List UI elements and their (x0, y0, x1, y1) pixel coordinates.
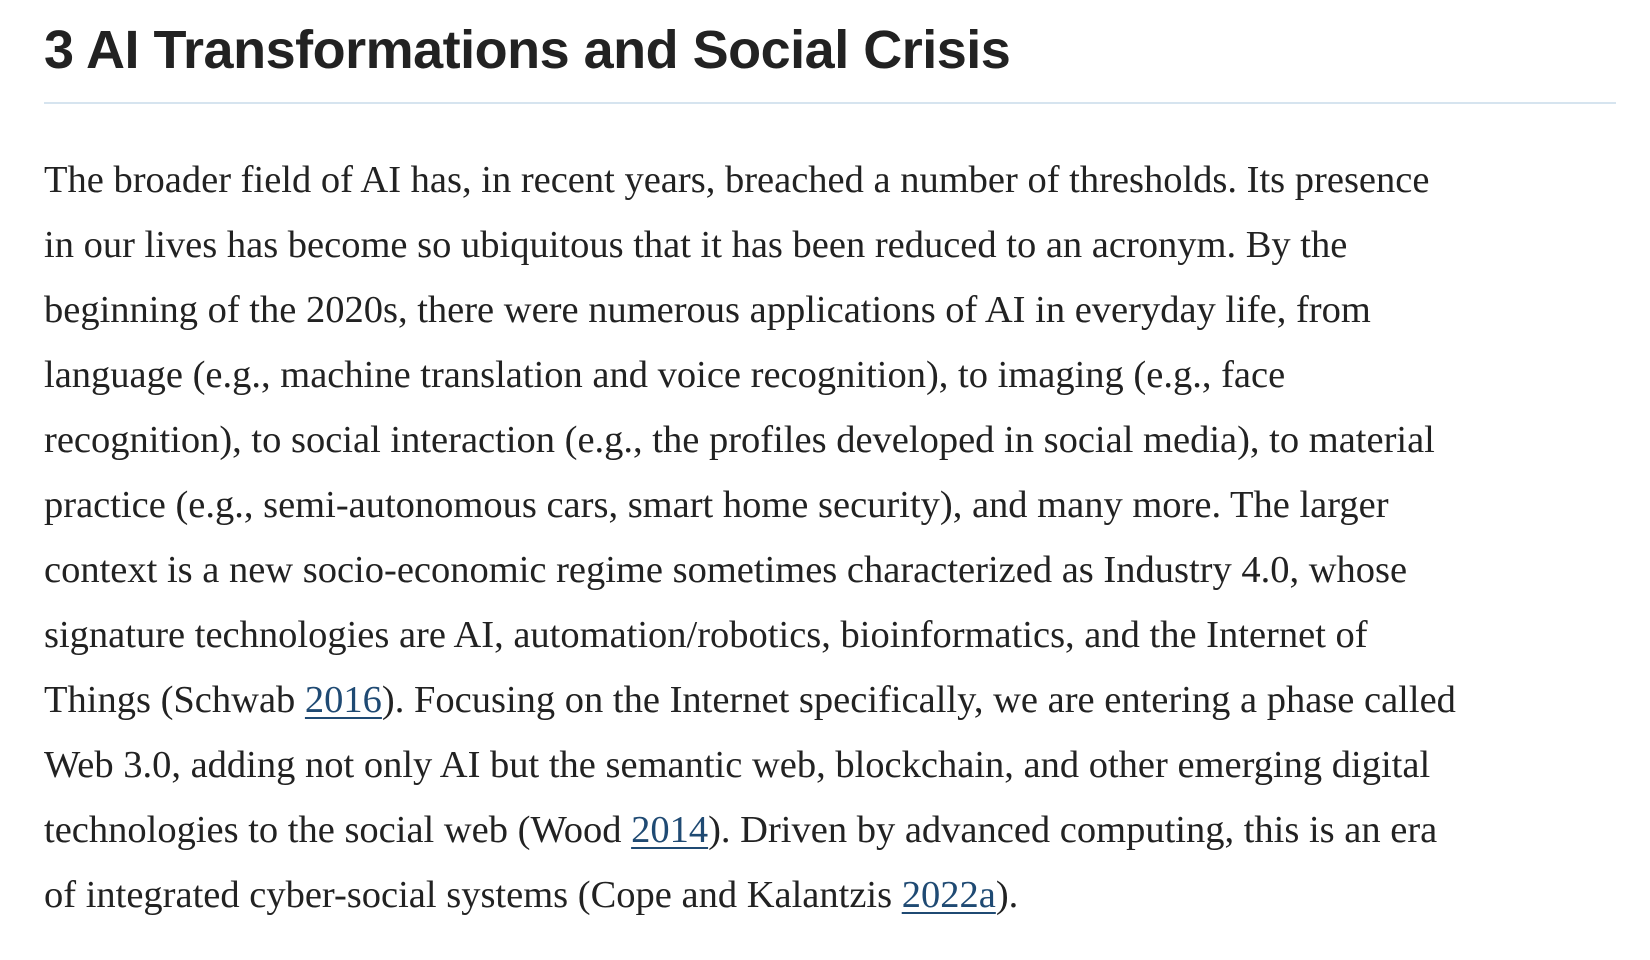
line-text: Things (Schwab (44, 679, 305, 721)
citation-link-schwab-2016[interactable]: 2016 (304, 679, 382, 721)
paragraph-line: signature technologies are AI, automation/robotics, bioinformatics, and the Internet of (44, 614, 1368, 656)
paragraph-line: in our lives has become so ubiquitous that it has been reduced to an acronym. By the (44, 224, 1348, 266)
paragraph-line: context is a new socio-economic regime sometimes characterized as Industry 4.0, whose (44, 549, 1408, 591)
paragraph-line: beginning of the 2020s, there were numerous applications of AI in everyday life, from (44, 289, 1371, 331)
line-text: ). (995, 874, 1019, 916)
paragraph-line: language (e.g., machine translation and voice recognition), to imaging (e.g., face (44, 354, 1286, 396)
section-paragraph (44, 148, 1616, 928)
section-heading: 3 AI Transformations and Social Crisis (44, 20, 1011, 80)
line-text: technologies to the social web (Wood (44, 809, 632, 851)
line-text: ). Driven by advanced computing, this is an era (708, 809, 1438, 851)
paragraph-line: The broader field of AI has, in recent years, breached a number of thresholds. Its presence (44, 159, 1430, 201)
line-text: ). Focusing on the Internet specifically, we are entering a phase called (381, 679, 1456, 721)
citation-link-cope-kalantzis-2022a[interactable]: 2022a (901, 874, 996, 916)
paragraph-line: practice (e.g., semi-autonomous cars, smart home security), and many more. The larger (44, 484, 1389, 526)
citation-link-wood-2014[interactable]: 2014 (631, 809, 709, 851)
heading-divider (44, 102, 1616, 104)
paragraph-line (44, 863, 1616, 928)
paragraph-line: recognition), to social interaction (e.g., the profiles developed in social media), to material (44, 419, 1435, 461)
paragraph-line (44, 798, 1616, 863)
article-section (44, 10, 1616, 928)
paragraph-line: Web 3.0, adding not only AI but the semantic web, blockchain, and other emerging digital (44, 744, 1431, 786)
line-text: of integrated cyber-social systems (Cope and Kalantzis (44, 874, 902, 916)
paragraph-line (44, 668, 1616, 733)
